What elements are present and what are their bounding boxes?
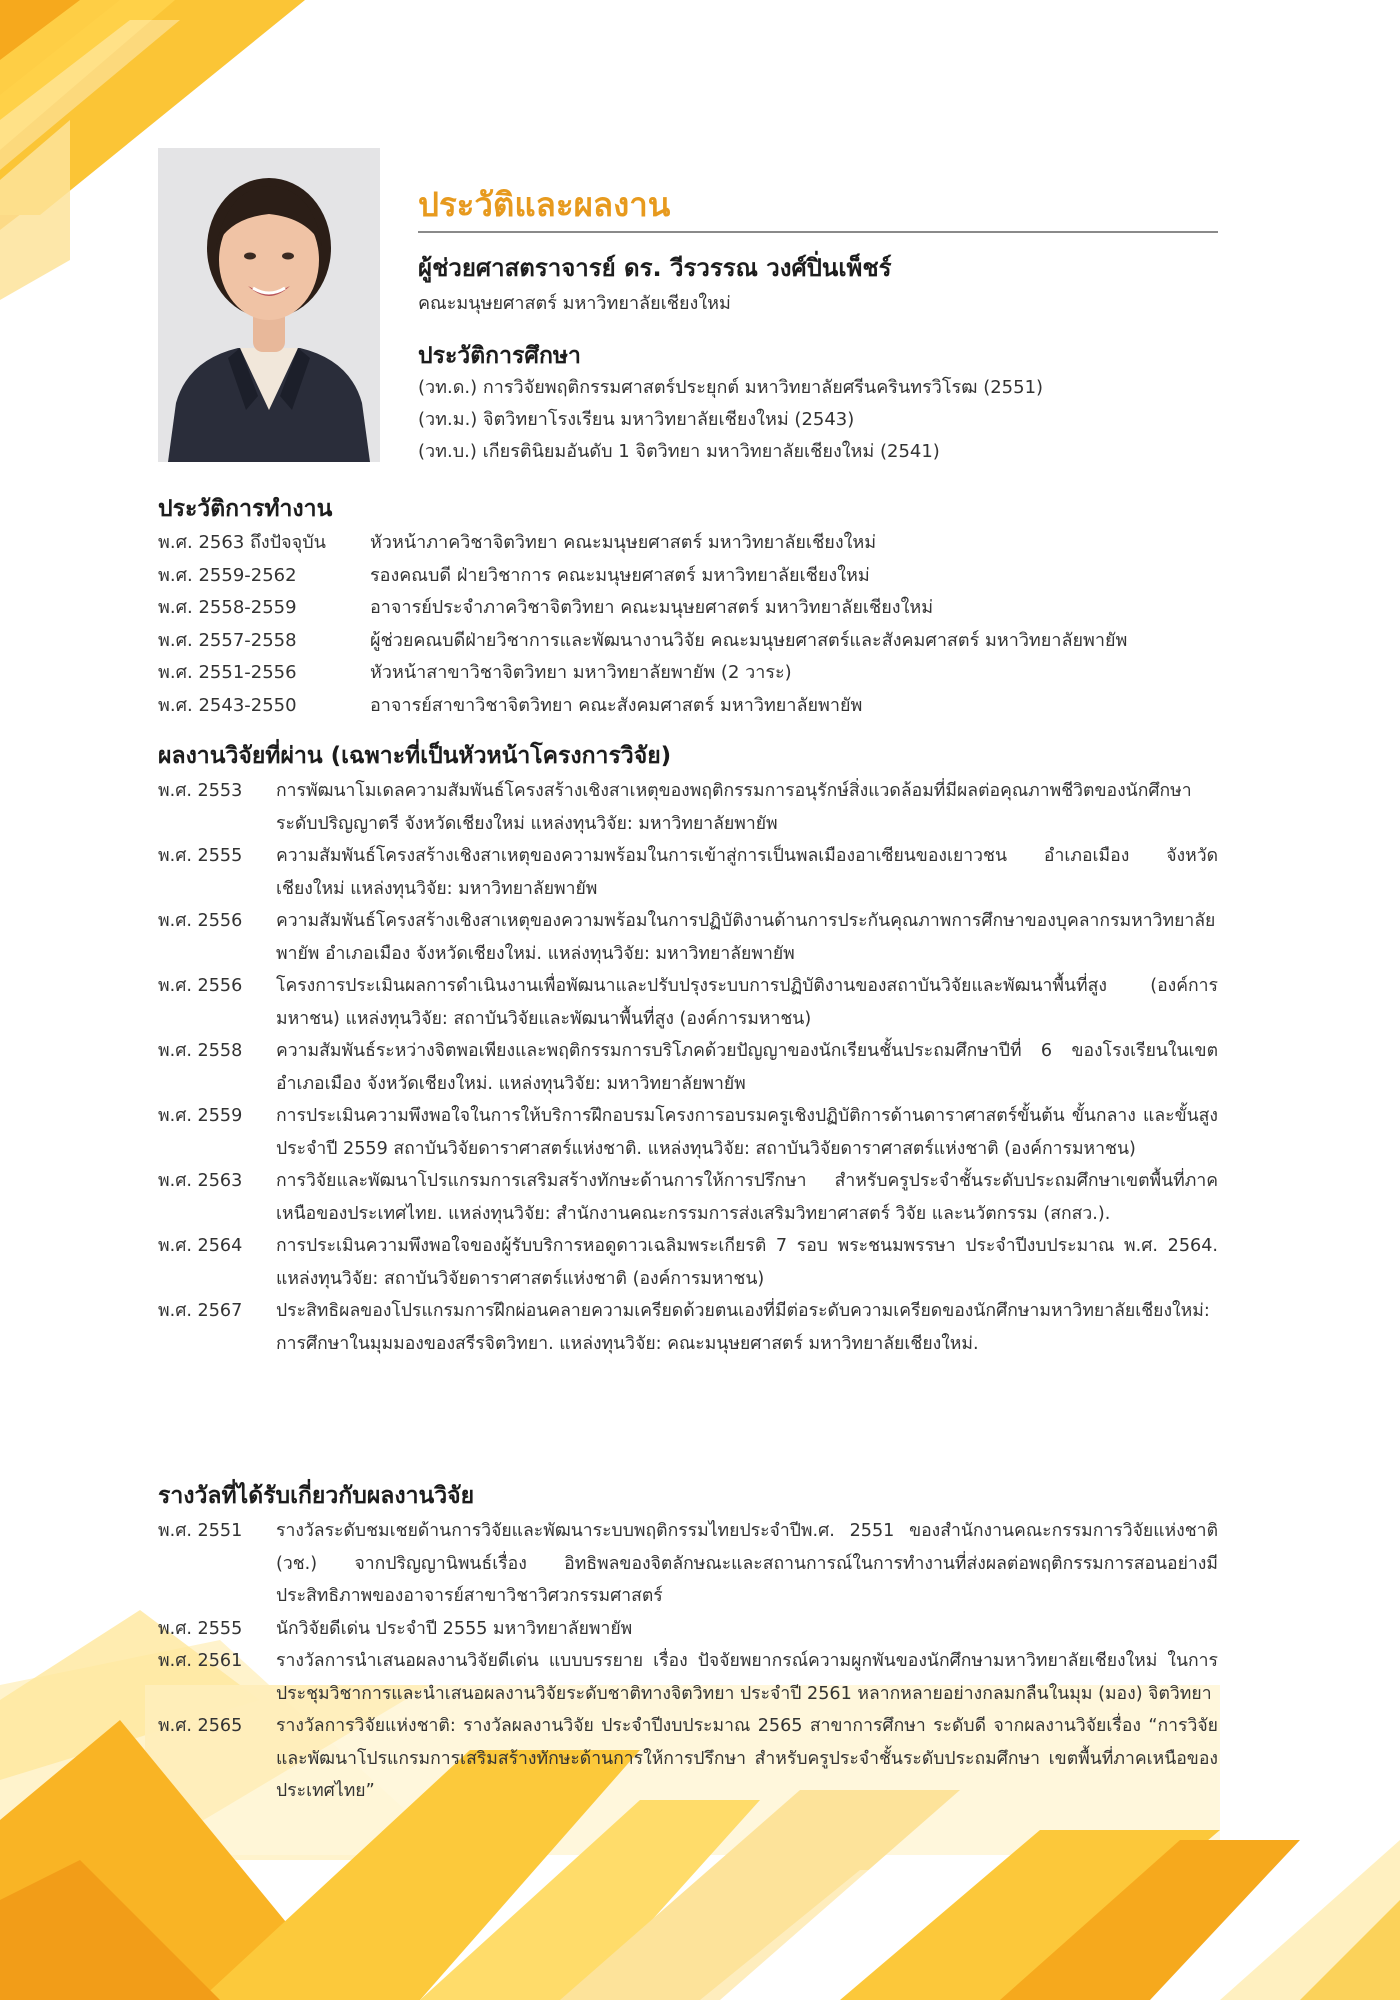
award-desc: รางวัลระดับชมเชยด้านการวิจัยและพัฒนาระบบพฤติกรรมไทยประจำปีพ.ศ. 2551 ของสำนักงานคณะกรรมการวิจัยแห่งชาติ (วช.) จากปริญญานิพนธ์เรื่อง อิทธิพลของจิตลักษณะและสถานการณ์ในการทำงานที่ส่งผลต่อพฤติกรรมการสอนอย่างมีประสิทธิภาพของอาจารย์สาขาวิชาวิศวกรรมศาสตร์	[276, 1521, 1218, 1606]
page-title: ประวัติและผลงาน	[418, 185, 671, 224]
research-row	[158, 1035, 1218, 1100]
work-desc: ผู้ช่วยคณบดีฝ่ายวิชาการและพัฒนางานวิจัย คณะมนุษยศาสตร์และสังคมศาสตร์ มหาวิทยาลัยพายัพ	[370, 629, 1128, 651]
award-year: พ.ศ. 2555	[158, 1618, 243, 1639]
work-year: พ.ศ. 2563 ถึงปัจจุบัน	[158, 532, 326, 553]
award-year: พ.ศ. 2551	[158, 1521, 243, 1541]
work-row	[158, 592, 1218, 625]
research-row	[158, 1165, 1218, 1230]
award-year: พ.ศ. 2561	[158, 1651, 243, 1671]
work-desc: อาจารย์ประจำภาควิชาจิตวิทยา คณะมนุษยศาสตร์ มหาวิทยาลัยเชียงใหม่	[370, 597, 934, 618]
education-item: (วท.บ.) เกียรตินิยมอันดับ 1 จิตวิทยา มหาวิทยาลัยเชียงใหม่ (2541)	[418, 441, 940, 462]
award-row	[158, 1645, 1218, 1710]
research-row	[158, 1295, 1218, 1360]
research-desc: ความสัมพันธ์ระหว่างจิตพอเพียงและพฤติกรรมการบริโภคด้วยปัญญาของนักเรียนชั้นประถมศึกษาปีที่ 6 ของโรงเรียนในเขตอำเภอเมือง จังหวัดเชียงใหม่. แหล่งทุนวิจัย: มหาวิทยาลัยพายัพ	[276, 1041, 1218, 1094]
work-year: พ.ศ. 2543-2550	[158, 694, 297, 716]
research-row	[158, 970, 1218, 1035]
work-desc: อาจารย์สาขาวิชาจิตวิทยา คณะสังคมศาสตร์ มหาวิทยาลัยพายัพ	[370, 694, 863, 716]
research-row	[158, 840, 1218, 905]
award-year: พ.ศ. 2565	[158, 1716, 243, 1736]
person-affiliation: คณะมนุษยศาสตร์ มหาวิทยาลัยเชียงใหม่	[418, 293, 731, 314]
work-year: พ.ศ. 2557-2558	[158, 629, 297, 651]
research-desc: การประเมินความพึงพอใจของผู้รับบริการหอดูดาวเฉลิมพระเกียรติ 7 รอบ พระชนมพรรษา ประจำปีงบประมาณ พ.ศ. 2564. แหล่งทุนวิจัย: สถาบันวิจัยดาราศาสตร์แห่งชาติ (องค์การมหาชน)	[276, 1236, 1218, 1289]
education-item: (วท.ด.) การวิจัยพฤติกรรมศาสตร์ประยุกต์ มหาวิทยาลัยศรีนครินทรวิโรฒ (2551)	[418, 377, 1044, 398]
research-row	[158, 1100, 1218, 1165]
work-row	[158, 560, 1218, 593]
person-name: ผู้ช่วยศาสตราจารย์ ดร. วีรวรรณ วงศ์ปิ่นเพ็ชร์	[418, 254, 892, 282]
research-list	[158, 775, 1218, 1360]
award-desc: รางวัลการวิจัยแห่งชาติ: รางวัลผลงานวิจัย ประจำปีงบประมาณ 2565 สาขาการศึกษา ระดับดี จากผลงานวิจัยเรื่อง “การวิจัยและพัฒนาโปรแกรมการเสริมสร้างทักษะด้านการให้การปรึกษา สำหรับครูประจำชั้นระดับประถมศึกษา เขตพื้นที่ภาคเหนือของประเทศไทย”	[276, 1716, 1218, 1801]
research-desc: การพัฒนาโมเดลความสัมพันธ์โครงสร้างเชิงสาเหตุของพฤติกรรมการอนุรักษ์สิ่งแวดล้อมที่มีผลต่อคุณภาพชีวิตของนักศึกษาระดับปริญญาตรี จังหวัดเชียงใหม่ แหล่งทุนวิจัย: มหาวิทยาลัยพายัพ	[276, 781, 1192, 834]
education-heading: ประวัติการศึกษา	[418, 343, 581, 369]
award-row	[158, 1613, 1218, 1646]
research-desc: การวิจัยและพัฒนาโปรแกรมการเสริมสร้างทักษะด้านการให้การปรึกษา สำหรับครูประจำชั้นระดับประถมศึกษาเขตพื้นที่ภาคเหนือของประเทศไทย. แหล่งทุนวิจัย: สำนักงานคณะกรรมการส่งเสริมวิทยาศาสตร์ วิจัย และนวัตกรรม (สกสว.).	[276, 1171, 1218, 1224]
award-desc: นักวิจัยดีเด่น ประจำปี 2555 มหาวิทยาลัยพายัพ	[276, 1618, 633, 1639]
research-row	[158, 1230, 1218, 1295]
portrait-illustration	[158, 148, 380, 462]
portrait-photo	[158, 148, 380, 462]
work-desc: หัวหน้าภาควิชาจิตวิทยา คณะมนุษยศาสตร์ มหาวิทยาลัยเชียงใหม่	[370, 532, 877, 553]
title-divider	[418, 231, 1218, 233]
work-row	[158, 527, 1218, 560]
research-row	[158, 775, 1218, 840]
work-desc: หัวหน้าสาขาวิชาจิตวิทยา มหาวิทยาลัยพายัพ (2 วาระ)	[370, 662, 792, 683]
research-desc: โครงการประเมินผลการดำเนินงานเพื่อพัฒนาและปรับปรุงระบบการปฏิบัติงานของสถาบันวิจัยและพัฒนาพื้นที่สูง (องค์การมหาชน) แหล่งทุนวิจัย: สถาบันวิจัยและพัฒนาพื้นที่สูง (องค์การมหาชน)	[276, 976, 1218, 1029]
work-desc: รองคณบดี ฝ่ายวิชาการ คณะมนุษยศาสตร์ มหาวิทยาลัยเชียงใหม่	[370, 564, 870, 586]
work-heading: ประวัติการทำงาน	[158, 496, 333, 522]
work-year: พ.ศ. 2559-2562	[158, 564, 297, 586]
research-row	[158, 905, 1218, 970]
awards-list	[158, 1515, 1218, 1808]
research-year: พ.ศ. 2558	[158, 1041, 243, 1061]
work-row	[158, 625, 1218, 658]
work-list	[158, 527, 1218, 722]
work-year: พ.ศ. 2558-2559	[158, 597, 297, 618]
research-desc: ความสัมพันธ์โครงสร้างเชิงสาเหตุของความพร้อมในการปฏิบัติงานด้านการประกันคุณภาพการศึกษาของบุคลากรมหาวิทยาลัยพายัพ อำเภอเมือง จังหวัดเชียงใหม่. แหล่งทุนวิจัย: มหาวิทยาลัยพายัพ	[276, 911, 1216, 964]
research-year: พ.ศ. 2567	[158, 1301, 243, 1321]
award-desc: รางวัลการนำเสนอผลงานวิจัยดีเด่น แบบบรรยาย เรื่อง ปัจจัยพยากรณ์ความผูกพันของนักศึกษามหาวิทยาลัยเชียงใหม่ ในการประชุมวิชาการและนำเสนอผลงานวิจัยระดับชาติทางจิตวิทยา ประจำปี 2561 หลากหลายอย่างกลมกลืนในมุม (มอง) จิตวิทยา	[276, 1651, 1218, 1704]
research-desc: ประสิทธิผลของโปรแกรมการฝึกผ่อนคลายความเครียดด้วยตนเองที่มีต่อระดับความเครียดของนักศึกษามหาวิทยาลัยเชียงใหม่: การศึกษาในมุมมองของสรีรจิตวิทยา. แหล่งทุนวิจัย: คณะมนุษยศาสตร์ มหาวิทยาลัยเชียงใหม่.	[276, 1301, 1210, 1354]
research-year: พ.ศ. 2553	[158, 781, 243, 801]
work-row	[158, 657, 1218, 690]
research-year: พ.ศ. 2563	[158, 1171, 243, 1191]
research-desc: การประเมินความพึงพอใจในการให้บริการฝึกอบรมโครงการอบรมครูเชิงปฏิบัติการด้านดาราศาสตร์ขั้นต้น ขั้นกลาง และขั้นสูง ประจำปี 2559 สถาบันวิจัยดาราศาสตร์แห่งชาติ. แหล่งทุนวิจัย: สถาบันวิจัยดาราศาสตร์แห่งชาติ (องค์การมหาชน)	[276, 1106, 1218, 1159]
education-item: (วท.ม.) จิตวิทยาโรงเรียน มหาวิทยาลัยเชียงใหม่ (2543)	[418, 409, 855, 430]
research-year: พ.ศ. 2564	[158, 1236, 243, 1256]
research-year: พ.ศ. 2559	[158, 1106, 243, 1126]
award-row	[158, 1515, 1218, 1613]
work-year: พ.ศ. 2551-2556	[158, 662, 297, 683]
education-list	[418, 372, 1043, 468]
award-row	[158, 1710, 1218, 1808]
research-heading: ผลงานวิจัยที่ผ่าน (เฉพาะที่เป็นหัวหน้าโครงการวิจัย)	[158, 743, 672, 769]
research-year: พ.ศ. 2556	[158, 911, 243, 931]
research-desc: ความสัมพันธ์โครงสร้างเชิงสาเหตุของความพร้อมในการเข้าสู่การเป็นพลเมืองอาเซียนของเยาวชน อำเภอเมือง จังหวัดเชียงใหม่ แหล่งทุนวิจัย: มหาวิทยาลัยพายัพ	[276, 846, 1218, 899]
research-year: พ.ศ. 2556	[158, 976, 243, 996]
research-year: พ.ศ. 2555	[158, 846, 243, 866]
work-row	[158, 690, 1218, 723]
awards-heading: รางวัลที่ได้รับเกี่ยวกับผลงานวิจัย	[158, 1483, 475, 1509]
